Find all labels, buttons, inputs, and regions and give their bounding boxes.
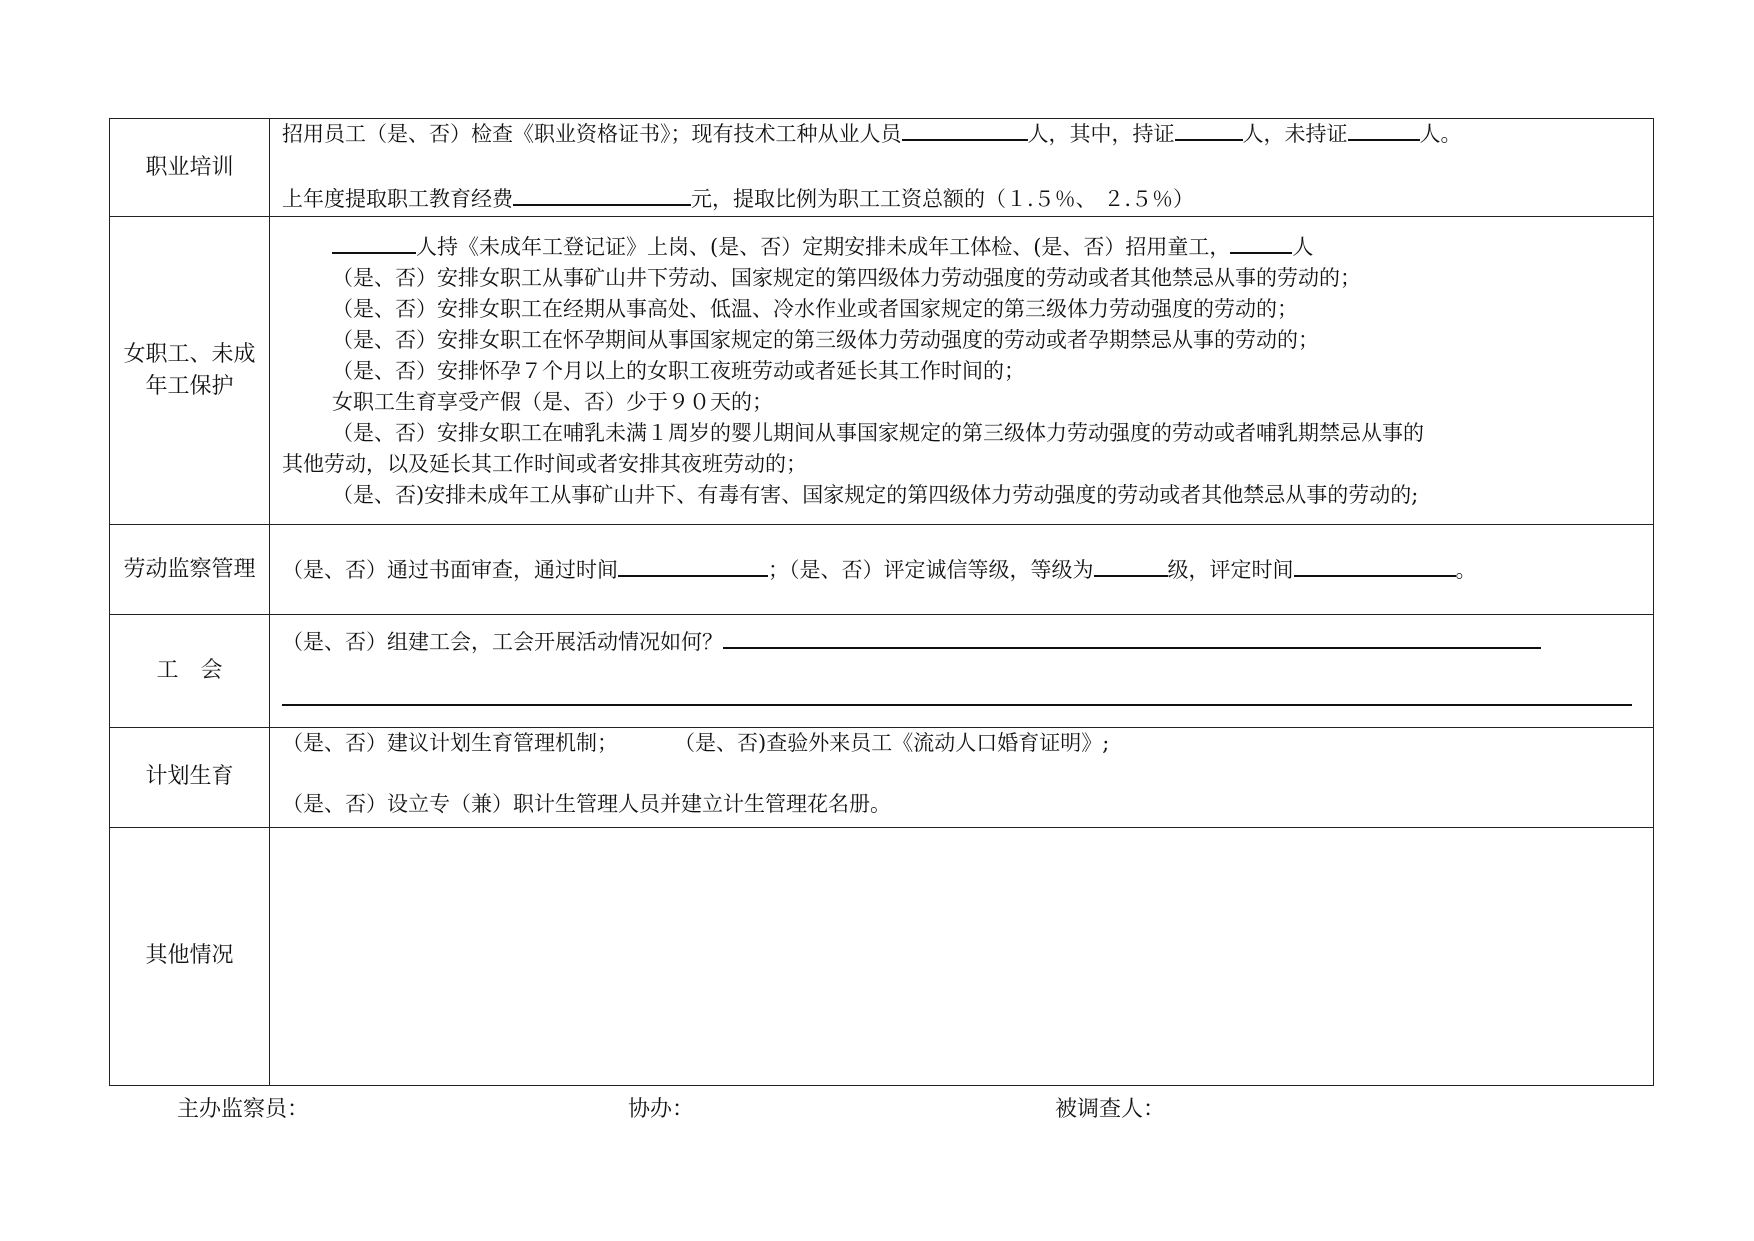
vocational-text-2: 人，其中，持证 (1027, 121, 1175, 146)
label-other: 其他情况 (110, 827, 270, 1085)
label-labor-inspection: 劳动监察管理 (110, 525, 270, 615)
content-union (270, 615, 1654, 727)
blank-credit-level[interactable] (1094, 553, 1168, 577)
female-minor-line-9: （是、否)安排未成年工从事矿山井下、有毒有害、国家规定的第四级体力劳动强度的劳动或者其他禁忌从事的劳动的; (332, 483, 1419, 508)
family-planning-text-1: （是、否）建议计划生育管理机制； (282, 731, 618, 756)
blank-union-activities-line-2[interactable] (282, 704, 1632, 706)
vocational-text-1: 招用员工（是、否）检查《职业资格证书》；现有技术工种从业人员 (282, 121, 902, 146)
signature-footer (0, 1092, 1754, 1126)
blank-education-fund[interactable] (513, 182, 691, 206)
content-vocational-training (270, 119, 1654, 217)
content-other-area[interactable] (270, 827, 1654, 1085)
female-minor-text-2: 人 (1292, 235, 1314, 260)
row-other (110, 827, 1654, 1085)
inspection-text-4: 。 (1455, 558, 1477, 583)
female-minor-text-1: 人持《未成年工登记证》上岗、(是、否）定期安排未成年工体检、(是、否）招用童工， (416, 235, 1231, 260)
female-minor-line-3: （是、否）安排女职工在经期从事高处、低温、冷水作业或者国家规定的第三级体力劳动强度的劳动的； (332, 297, 1298, 322)
blank-child-labor-count[interactable] (1230, 230, 1292, 254)
female-minor-line-6: 女职工生育享受产假（是、否）少于９０天的； (332, 390, 773, 415)
female-minor-line-2: （是、否）安排女职工从事矿山井下劳动、国家规定的第四级体力劳动强度的劳动或者其他禁忌从事的劳动的； (332, 266, 1361, 291)
row-union (110, 615, 1654, 727)
row-family-planning (110, 727, 1654, 827)
family-planning-text-2: （是、否)查验外来员工《流动人口婚育证明》; (674, 731, 1110, 756)
blank-rating-time[interactable] (1294, 553, 1456, 577)
footer-inspector-label: 主办监察员： (177, 1097, 310, 1122)
label-vocational-training: 职业培训 (110, 119, 270, 217)
female-minor-line-4: （是、否）安排女职工在怀孕期间从事国家规定的第三级体力劳动强度的劳动或者孕期禁忌从事的劳动的； (332, 328, 1319, 353)
union-text-1: （是、否）组建工会，工会开展活动情况如何？ (282, 629, 723, 654)
blank-review-time[interactable] (618, 553, 768, 577)
blank-certified[interactable] (1175, 117, 1243, 141)
female-minor-line-5: （是、否）安排怀孕７个月以上的女职工夜班劳动或者延长其工作时间的； (332, 359, 1025, 384)
inspection-text-3: 级，评定时间 (1167, 558, 1294, 583)
footer-assistant-label: 协办： (628, 1097, 695, 1122)
blank-union-activities[interactable] (723, 625, 1541, 649)
female-minor-line-7: （是、否）安排女职工在哺乳未满１周岁的婴儿期间从事国家规定的第三级体力劳动强度的劳动或者哺乳期禁忌从事的 (332, 421, 1424, 446)
female-minor-line-8: 其他劳动，以及延长其工作时间或者安排其夜班劳动的； (282, 452, 807, 477)
row-labor-inspection (110, 525, 1654, 615)
inspection-text-2: ；（是、否）评定诚信等级，等级为 (768, 558, 1094, 583)
vocational-text-3: 人，未持证 (1242, 121, 1348, 146)
label-family-planning: 计划生育 (110, 727, 270, 827)
vocational-text-4: 人。 (1419, 121, 1462, 146)
label-female-minor-protection (110, 217, 270, 525)
footer-respondent-label: 被调查人： (1055, 1097, 1166, 1122)
content-labor-inspection (270, 525, 1654, 615)
row-female-minor-protection (110, 217, 1654, 525)
inspection-form-table (109, 118, 1654, 1086)
label-female-minor-line1: 女职工、未成 (123, 341, 256, 367)
vocational-text-5: 上年度提取职工教育经费 (282, 186, 513, 211)
vocational-text-6: 元，提取比例为职工工资总额的（１.５％、 ２.５％） (691, 186, 1195, 211)
inspection-text-1: （是、否）通过书面审查，通过时间 (282, 558, 618, 583)
blank-technical-workers[interactable] (902, 117, 1028, 141)
content-female-minor-protection (270, 217, 1654, 525)
content-family-planning (270, 727, 1654, 827)
blank-minor-certificate-count[interactable] (332, 230, 416, 254)
blank-uncertified[interactable] (1348, 117, 1420, 141)
family-planning-text-3: （是、否）设立专（兼）职计生管理人员并建立计生管理花名册。 (282, 792, 891, 817)
row-vocational-training (110, 119, 1654, 217)
label-female-minor-line2: 年工保护 (145, 373, 234, 399)
label-union: 工 会 (110, 615, 270, 727)
